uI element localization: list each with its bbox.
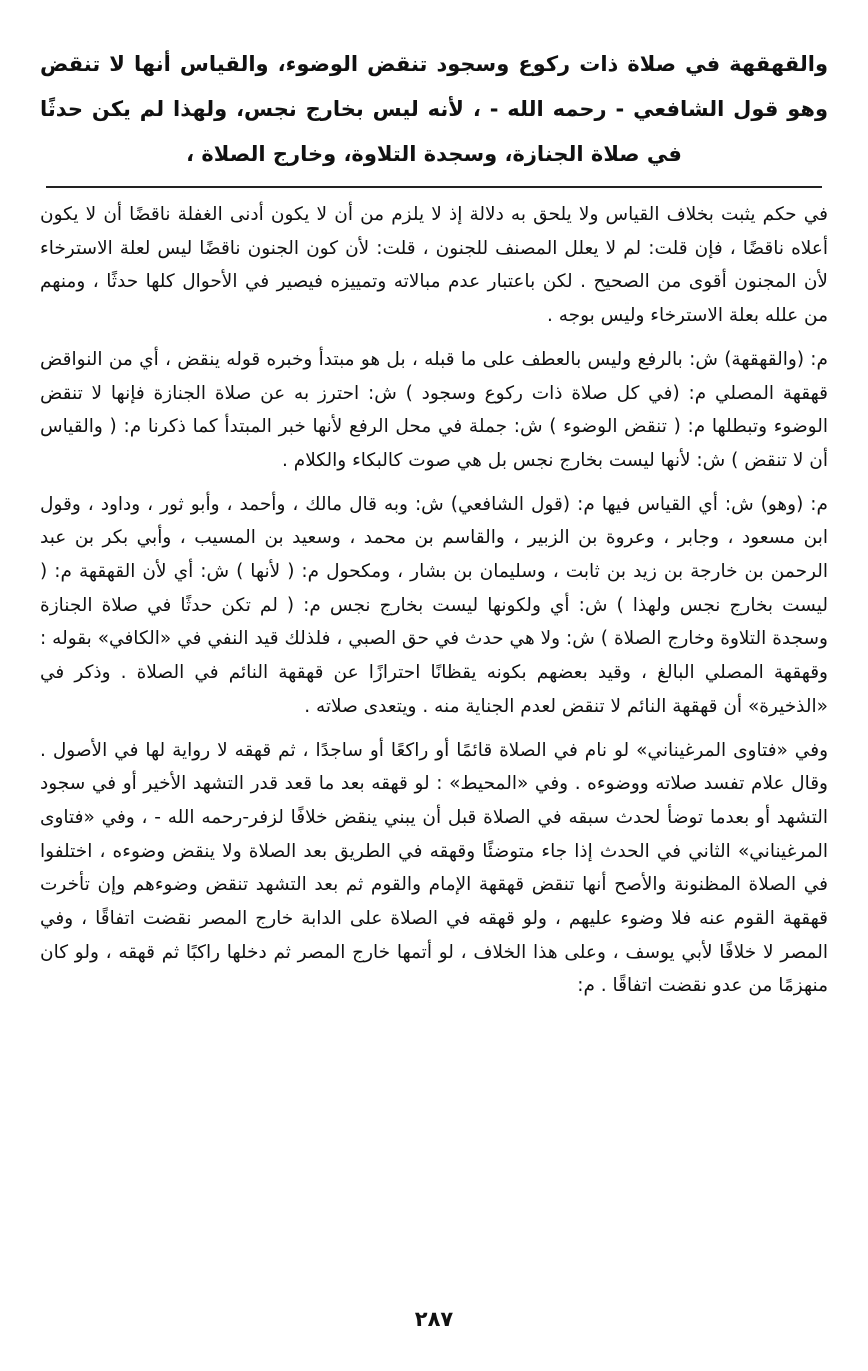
matn-text: والقهقهة في صلاة ذات ركوع وسجود تنقض الوضوء، والقياس أنها لا تنقض وهو قول الشافعي - رحمه الله - ، لأنه ليس بخارج نجس، ولهذا لم يكن حدثًا في صلاة الجنازة، وسجدة التلاوة، وخارج الصلاة ، <box>40 52 828 166</box>
section-divider <box>46 186 822 188</box>
commentary-paragraph-3: م: (وهو) ش: أي القياس فيها م: (قول الشافعي) ش: وبه قال مالك ، وأحمد ، وأبو ثور ، وداود ، وقول ابن مسعود ، وجابر ، وعروة بن الزبير ، والقاسم بن محمد ، وسعيد بن المسيب ، وأبي بكر بن عبد الرحمن بن خارجة بن زيد بن ثابت ، وسليمان بن بشار ، ومكحول م: ( لأنها ) ش: أي لأن القهقهة م: ( ليست بخارج نجس ولهذا ) ش: أي ولكونها ليست بخارج نجس م: ( لم تكن حدثًا في صلاة الجنازة وسجدة التلاوة وخارج الصلاة ) ش: ولا هي حدث في حق الصبي ، فلذلك قيد النفي في «الكافي» بقوله : وقهقهة المصلي البالغ ، وقيد بعضهم بكونه يقظانًا احترازًا عن قهقهة النائم في الصلاة . وذكر في «الذخيرة» أن قهقهة النائم لا تنقض لعدم الجناية منه . ويتعدى صلاته . <box>40 493 828 717</box>
page-number: ٢٨٧ <box>414 1307 454 1331</box>
commentary-paragraph-1: في حكم يثبت بخلاف القياس ولا يلحق به دلالة إذ لا يلزم من أن لا يكون أدنى الغفلة ناقضًا أن لا يكون أعلاه ناقضًا ، فإن قلت: لم لا يعلل المصنف للجنون ، قلت: لأن كون الجنون ناقضًا ليس لعلة الاسترخاء لأن المجنون أقوى من الصحيح . لكن باعتبار عدم مبالاته وتمييزه فيصير في الأحوال كلها حدثًا ، ومنهم من علله بعلة الاسترخاء وليس بوجه . <box>40 204 828 327</box>
commentary-section <box>40 198 828 1003</box>
commentary-paragraph-4: وفي «فتاوى المرغيناني» لو نام في الصلاة قائمًا أو راكعًا أو ساجدًا ، ثم قهقه لا رواية لها في الأصول . وقال علام تفسد صلاته ووضوءه . وفي «المحيط» : لو قهقه بعد ما قعد قدر التشهد الأخير أو في سجود التشهد أو بعدما توضأ لحدث سبقه في الصلاة قبل أن يبني ينقض خلافًا لزفر-رحمه الله - ، وفي «فتاوى المرغيناني» الثاني في الحدث إذا جاء متوضئًا وقهقه في الطريق بعد الصلاة ولا ينقض وضوءه ، اختلفوا في الصلاة المظنونة والأصح أنها تنقض قهقهة الإمام والقوم ثم بعد التشهد تنقض وضوءهم وإن تأخرت قهقهة القوم عنه فلا وضوء عليهم ، ولو قهقه في الصلاة على الدابة خارج المصر نقضت اتفاقًا ، وفي المصر لا خلافًا لأبي يوسف ، وعلى هذا الخلاف ، لو أتمها خارج المصر ثم دخلها راكبًا ثم قهقه ، ولو كان منهزمًا من عدو نقضت اتفاقًا . م: <box>40 739 828 997</box>
commentary-paragraph-2: م: (والقهقهة) ش: بالرفع وليس بالعطف على ما قبله ، بل هو مبتدأ وخبره قوله ينقض ، أي من النواقض قهقهة المصلي م: (في كل صلاة ذات ركوع وسجود ) ش: احترز به عن صلاة الجنازة فإنها لا تنقض الوضوء وتبطلها م: ( تنقض الوضوء ) ش: جملة في محل الرفع لأنها خبر المبتدأ كما ذكرنا م: ( والقياس أن لا تنقض ) ش: لأنها ليست بخارج نجس بل هي صوت كالبكاء والكلام . <box>40 348 828 471</box>
